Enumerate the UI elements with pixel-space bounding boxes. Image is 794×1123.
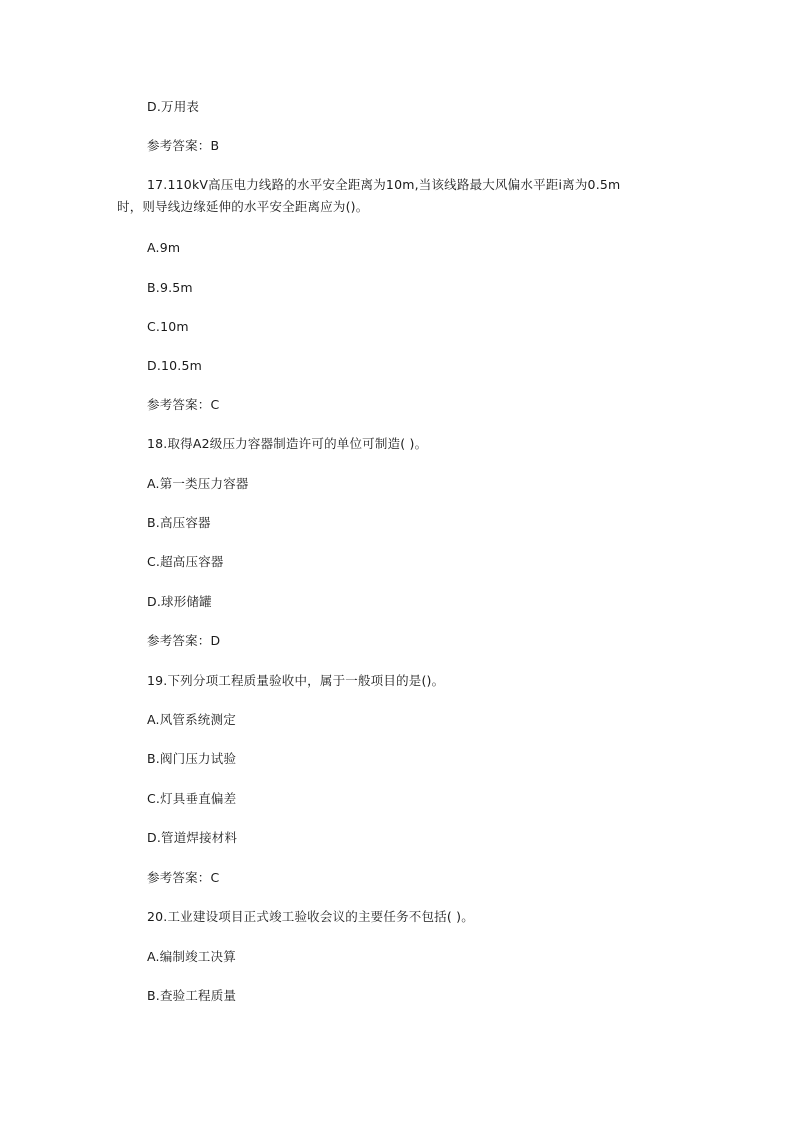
option-b-q17: B.9.5m (147, 280, 193, 295)
option-d-q19: D.管道焊接材料 (147, 830, 238, 845)
answer-q16: 参考答案：B (147, 138, 220, 153)
option-d-q18: D.球形储罐 (147, 594, 212, 609)
option-b-q18: B.高压容器 (147, 515, 211, 530)
question-20: 20.工业建设项目正式竣工验收会议的主要任务不包括( )。 (147, 909, 474, 924)
option-c-q18: C.超高压容器 (147, 554, 224, 569)
answer-q17: 参考答案：C (147, 397, 220, 412)
option-a-q18: A.第一类压力容器 (147, 476, 249, 491)
question-18: 18.取得A2级压力容器制造许可的单位可制造( )。 (147, 436, 428, 451)
option-c-q19: C.灯具垂直偏差 (147, 791, 237, 806)
answer-q19: 参考答案：C (147, 870, 220, 885)
answer-q18: 参考答案：D (147, 633, 221, 648)
option-a-q19: A.风管系统测定 (147, 712, 236, 727)
option-b-q20: B.查验工程质量 (147, 988, 237, 1003)
option-c-q17: C.10m (147, 319, 189, 334)
question-17-line2: 时，则导线边缘延伸的水平安全距离应为()。 (117, 199, 369, 214)
option-d-q17: D.10.5m (147, 358, 203, 373)
question-19: 19.下列分项工程质量验收中，属于一般项目的是()。 (147, 673, 445, 688)
option-a-q20: A.编制竣工决算 (147, 949, 236, 964)
option-d-q16: D.万用表 (147, 99, 200, 114)
option-b-q19: B.阀门压力试验 (147, 751, 237, 766)
question-17-line1: 17.110kV高压电力线路的水平安全距离为10m,当该线路最大风偏水平距i离为0.5m (147, 177, 621, 192)
option-a-q17: A.9m (147, 240, 181, 255)
